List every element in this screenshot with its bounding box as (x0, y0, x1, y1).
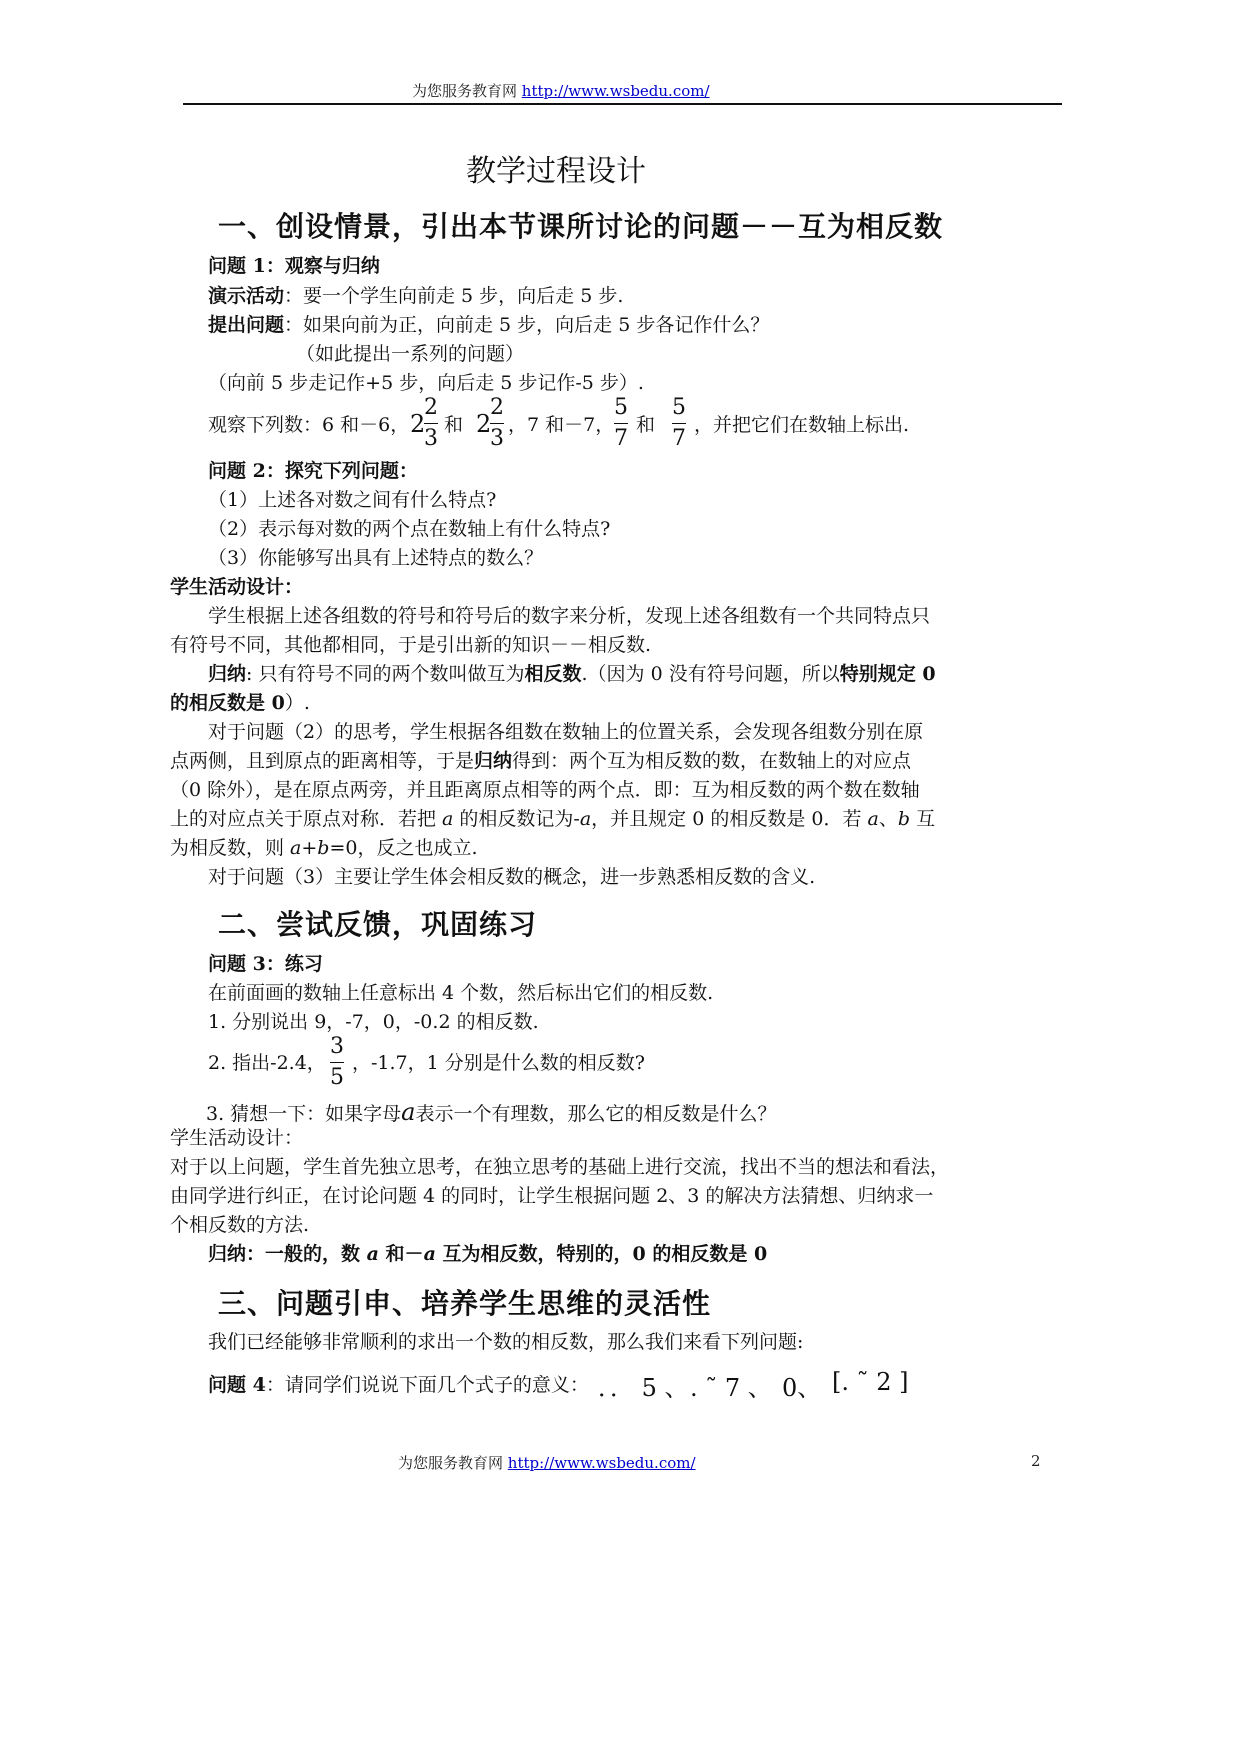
s2-intro: 在前面画的数轴上任意标出 4 个数，然后标出它们的相反数. (208, 982, 714, 1004)
exercise-1: 1. 分别说出 9，-7，0，-0.2 的相反数. (208, 1011, 539, 1033)
para2-line4: 上的对应点关于原点对称．若把 a 的相反数记为-a，并且规定 0 的相反数是 0．若 a、b 互 (170, 808, 936, 830)
exercise-3: 3. 猜想一下：如果字母a表示一个有理数，那么它的相反数是什么？ (206, 1098, 777, 1126)
demo-text: ：要一个学生向前走 5 步，向后走 5 步. (284, 285, 624, 307)
s2-para-line3: 个相反数的方法. (170, 1214, 310, 1236)
q4-expr-1: ．． 5 、 (598, 1374, 689, 1402)
ask-question (208, 314, 769, 337)
demo-activity (208, 285, 623, 308)
q4-expr-2: . ˜ 7 、 (690, 1374, 772, 1402)
fraction-5-7-a: 5 7 (614, 395, 628, 451)
s2-para-line2: 由同学进行纠正，在讨论问题 4 的同时，让学生根据问题 2、3 的解决方法猜想、归纳求一 (170, 1185, 934, 1207)
para2-line3: （0 除外），是在原点两旁，并且距离原点相等的两个点．即：互为相反数的两个数在数轴 (170, 779, 920, 801)
student-design-label-2: 学生活动设计： (170, 1127, 304, 1149)
page-number: 2 (1031, 1452, 1041, 1470)
q2-item-3: （3）你能够写出具有上述特点的数么？ (208, 547, 544, 569)
question-2-title: 问题 2：探究下列问题： (208, 460, 418, 482)
mixed-whole-1: 2 (410, 410, 426, 438)
footer-site: 为您服务教育网 (398, 1454, 504, 1472)
para1-line1: 学生根据上述各组数的符号和符号后的数字来分析，发现上述各组数有一个共同特点只 (208, 605, 931, 627)
exercise-2b: ，-1.7，1 分别是什么数的相反数? (352, 1052, 645, 1074)
student-design-label-1: 学生活动设计： (170, 576, 304, 598)
para2-line2: 点两侧，且到原点的距离相等，于是归纳得到：两个互为相反数的数，在数轴上的对应点 (170, 750, 912, 772)
demo-label: 演示活动 (208, 285, 285, 307)
section-1-heading: 一、创设情景，引出本节课所讨论的问题－－互为相反数 (218, 210, 944, 243)
s2-para-line1: 对于以上问题，学生首先独立思考，在独立思考的基础上进行交流，找出不当的想法和看法， (170, 1156, 950, 1178)
guina-line1: 归纳: 只有符号不同的两个数叫做互为相反数.（因为 0 没有符号问题，所以特别规定 0 (208, 663, 936, 685)
observe-he-2: 和 (636, 414, 656, 436)
mixed-whole-2: 2 (476, 410, 492, 438)
q2-item-2: （2）表示每对数的两个点在数轴上有什么特点? (208, 518, 611, 540)
observe-mid: ，7 和－7， (508, 414, 615, 436)
para2-line5: 为相反数，则 a+b=0，反之也成立. (170, 837, 478, 859)
paren-note: （如此提出一系列的问题） (296, 343, 525, 365)
ask-label: 提出问题 (208, 314, 285, 336)
para2-line1: 对于问题（2）的思考，学生根据各组数在数轴上的位置关系，会发现各组数分别在原 (208, 721, 924, 743)
footer-bar (398, 1452, 696, 1473)
header-link[interactable]: http://www.wsbedu.com/ (521, 82, 710, 100)
para1-line2: 有符号不同，其他都相同，于是引出新的知识－－相反数. (170, 634, 652, 656)
ask-text: ：如果向前为正，向前走 5 步，向后走 5 步各记作什么？ (284, 314, 770, 336)
s3-intro: 我们已经能够非常顺利的求出一个数的相反数，那么我们来看下列问题: (208, 1331, 804, 1353)
q4-expr-4: [. ˜ 2 ] (832, 1368, 909, 1396)
fraction-5-7-b: 5 7 (672, 395, 686, 451)
q4-expr-3: 0、 (782, 1374, 822, 1402)
q2-item-1: （1）上述各对数之间有什么特点? (208, 489, 497, 511)
question-4: 问题 4：请同学们说说下面几个式子的意义： (208, 1374, 589, 1396)
fraction-2-3-a: 2 3 (424, 395, 438, 451)
record-note: （向前 5 步走记作+5 步，向后走 5 步记作-5 步）. (208, 372, 644, 394)
section-2-heading: 二、尝试反馈，巩固练习 (218, 908, 538, 941)
section-3-heading: 三、问题引申、培养学生思维的灵活性 (218, 1287, 712, 1320)
header-site: 为您服务教育网 (412, 82, 518, 100)
footer-link[interactable]: http://www.wsbedu.com/ (507, 1454, 696, 1472)
page-title: 教学过程设计 (466, 154, 646, 189)
fraction-2-3-b: 2 3 (490, 395, 504, 451)
exercise-2a: 2. 指出-2.4， (208, 1052, 326, 1074)
guina-line2: 的相反数是 0）. (170, 692, 310, 714)
observe-text-a: 观察下列数：6 和－6， (208, 414, 410, 436)
header-rule (183, 103, 1062, 105)
s2-summary: 归纳：一般的，数 a 和－a 互为相反数，特别的，0 的相反数是 0 (208, 1243, 768, 1265)
observe-end: ，并把它们在数轴上标出. (694, 414, 910, 436)
observe-he-1: 和 (444, 414, 464, 436)
header-bar (412, 80, 710, 101)
question-1-title: 问题 1：观察与归纳 (208, 255, 380, 277)
question-3-title: 问题 3：练习 (208, 953, 323, 975)
para3: 对于问题（3）主要让学生体会相反数的概念，进一步熟悉相反数的含义. (208, 866, 816, 888)
fraction-3-5: 3 5 (330, 1034, 344, 1090)
